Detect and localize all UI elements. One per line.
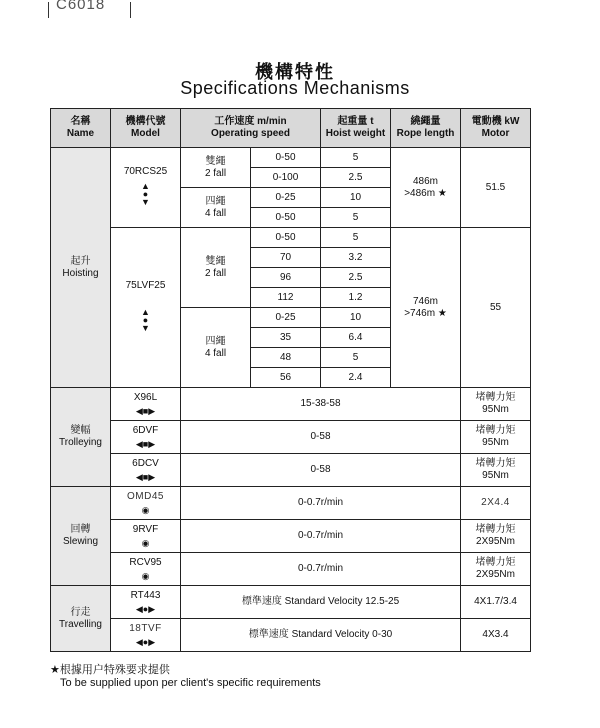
motor-cell-1: 51.5 [461,148,531,228]
weight-cell: 5 [321,348,391,368]
footnote [50,664,321,690]
page-title-en: Specifications Mechanisms [180,78,410,98]
table-row [51,148,531,168]
slewing-symbol-icon: ◉ [141,537,150,548]
fall-4-label: 四繩 4 fall [181,308,251,388]
hoisting-model-1: 70RCS25 ▲ ● ▼ [111,148,181,228]
speed-cell: 0-25 [251,308,321,328]
spec-table [50,108,531,652]
divider [130,2,131,18]
slewing-symbol-icon: ◉ [141,504,150,515]
fall-4-label: 四繩 4 fall [181,188,251,228]
speed-cell: 0-58 [181,454,461,487]
motor-cell: 2X4.4 [461,487,531,520]
rope-cell-1: 486m >486m ★ [391,148,461,228]
header-model: 機構代號 Model [111,109,181,148]
trolley-symbol-icon: ◀■▶ [135,438,156,449]
trolley-symbol-icon: ◀■▶ [135,471,156,482]
up-down-symbol-icon: ▲ ● ▼ [141,181,150,207]
motor-cell: 堵轉力矩 95Nm [461,421,531,454]
speed-cell: 56 [251,368,321,388]
table-row [51,586,531,619]
weight-cell: 6.4 [321,328,391,348]
speed-cell: 標準速度 Standard Velocity 12.5-25 [181,586,461,619]
divider [48,2,49,18]
header-rope: 繞繩量 Rope length [391,109,461,148]
fall-2-label: 雙繩 2 fall [181,228,251,308]
weight-cell: 10 [321,188,391,208]
hoisting-model-2: 75LVF25 ▲ ● ▼ [111,228,181,388]
table-row [51,228,531,248]
model-cell: 9RVF ◉ [111,520,181,553]
motor-cell: 4X3.4 [461,619,531,652]
weight-cell: 5 [321,228,391,248]
motor-cell: 4X1.7/3.4 [461,586,531,619]
table-row [51,553,531,586]
trolleying-name-cell: 變幅 Trolleying [51,388,111,487]
motor-cell: 堵轉力矩 2X95Nm [461,520,531,553]
speed-cell: 0-0.7r/min [181,487,461,520]
speed-cell: 0-50 [251,148,321,168]
weight-cell: 2.4 [321,368,391,388]
speed-cell: 35 [251,328,321,348]
speed-cell: 0-100 [251,168,321,188]
rope-cell-2: 746m >746m ★ [391,228,461,388]
speed-cell: 70 [251,248,321,268]
header-speed: 工作速度 m/min Operating speed [181,109,321,148]
speed-cell: 0-25 [251,188,321,208]
up-down-symbol-icon: ▲ ● ▼ [141,307,150,333]
table-row [51,454,531,487]
weight-cell: 1.2 [321,288,391,308]
travel-symbol-icon: ◀●▶ [135,603,156,614]
model-cell: OMD45 ◉ [111,487,181,520]
table-row [51,487,531,520]
speed-cell: 48 [251,348,321,368]
speed-cell: 標準速度 Standard Velocity 0-30 [181,619,461,652]
speed-cell: 96 [251,268,321,288]
footnote-en: To be supplied upon per client's specific requirements [60,677,321,689]
motor-cell-2: 55 [461,228,531,388]
slewing-name-cell: 回轉 Slewing [51,487,111,586]
motor-cell: 堵轉力矩 95Nm [461,388,531,421]
slewing-symbol-icon: ◉ [141,570,150,581]
model-cell: X96L ◀■▶ [111,388,181,421]
speed-cell: 0-0.7r/min [181,553,461,586]
model-cell: RCV95 ◉ [111,553,181,586]
weight-cell: 2.5 [321,268,391,288]
speed-cell: 0-50 [251,208,321,228]
speed-cell: 15-38-58 [181,388,461,421]
header-name: 名稱 Name [51,109,111,148]
weight-cell: 5 [321,148,391,168]
page-code-mark [40,0,160,20]
model-cell: 6DVF ◀■▶ [111,421,181,454]
speed-cell: 0-0.7r/min [181,520,461,553]
footnote-cn: ★根據用户特殊要求提供 [50,664,170,676]
speed-cell: 0-50 [251,228,321,248]
hoisting-name-cell: 起升 Hoisting [51,148,111,388]
fall-2-label: 雙繩 2 fall [181,148,251,188]
model-cell: 18TVF ◀●▶ [111,619,181,652]
table-row [51,421,531,454]
model-cell: 6DCV ◀■▶ [111,454,181,487]
model-cell: RT443 ◀●▶ [111,586,181,619]
speed-cell: 0-58 [181,421,461,454]
table-row [51,619,531,652]
weight-cell: 10 [321,308,391,328]
motor-cell: 堵轉力矩 95Nm [461,454,531,487]
table-row [51,388,531,421]
header-row [51,109,531,148]
motor-cell: 堵轉力矩 2X95Nm [461,553,531,586]
travel-symbol-icon: ◀●▶ [135,636,156,647]
travelling-name-cell: 行走 Travelling [51,586,111,652]
weight-cell: 5 [321,208,391,228]
table-row [51,520,531,553]
speed-cell: 112 [251,288,321,308]
header-motor: 電動機 kW Motor [461,109,531,148]
trolley-symbol-icon: ◀■▶ [135,405,156,416]
header-weight: 起重量 t Hoist weight [321,109,391,148]
page-code: C6018 [56,0,106,13]
page-title-cn: 機構特性 [255,62,335,82]
weight-cell: 3.2 [321,248,391,268]
weight-cell: 2.5 [321,168,391,188]
